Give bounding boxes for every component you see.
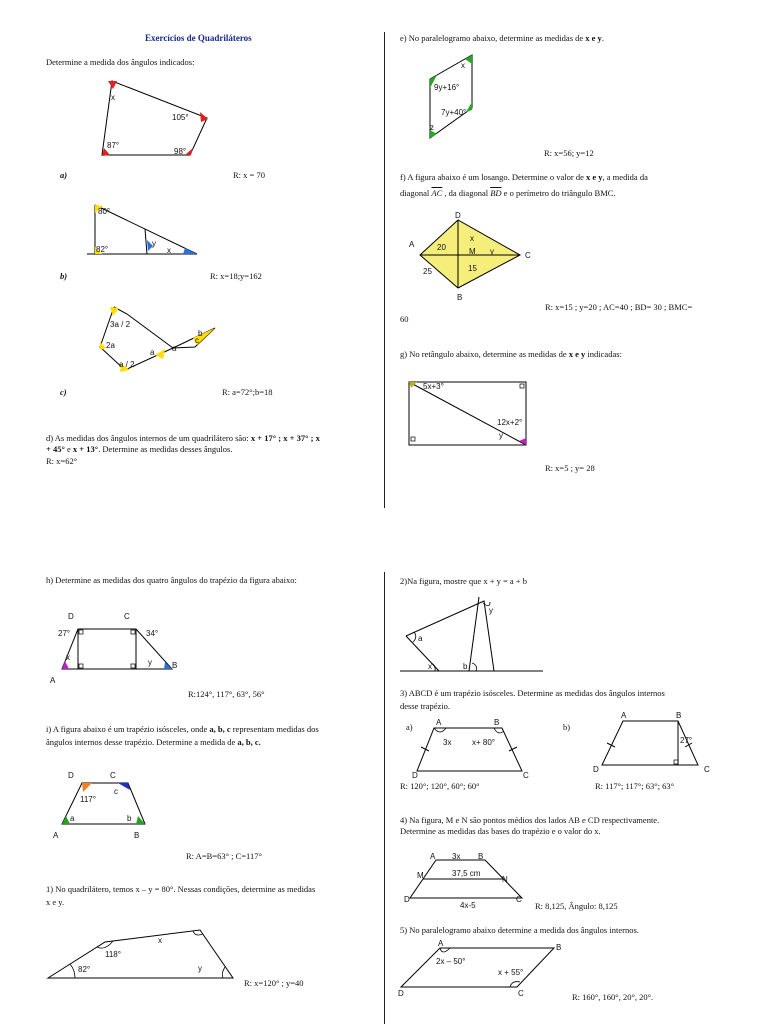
label-a: a) bbox=[60, 170, 68, 180]
fig-5-A: A bbox=[438, 939, 444, 948]
fig-4-M: M bbox=[417, 871, 424, 880]
fig-4-N: N bbox=[502, 875, 508, 884]
question-4-line1: 4) Na figura, M e N são pontos médios dos lados AB e CD respectivamente. bbox=[400, 815, 660, 825]
answer-b: R: x=18;y=162 bbox=[210, 271, 262, 281]
question-i-line2: ângulos internos desse trapézio. Determine a medida de a, b, c. bbox=[46, 737, 261, 747]
fig-3b-27: 27° bbox=[680, 736, 693, 745]
answer-3b: R: 117°; 117°; 63°; 63° bbox=[595, 781, 675, 791]
figure-g-rectangle bbox=[405, 378, 530, 448]
fig-i-D: D bbox=[68, 771, 74, 780]
fig-4-mid: 37,5 cm bbox=[452, 869, 481, 878]
question-d: d) As medidas dos ângulos internos de um quadrilátero são: x + 17° ; x + 37° ; x + 45° e x + 13°. Determine as medidas desses ângulos. bbox=[46, 433, 320, 454]
answer-1: R: x=120° ; y=40 bbox=[244, 978, 304, 988]
fig-i-C: C bbox=[110, 771, 116, 780]
fig-3b-D: D bbox=[593, 765, 599, 774]
fig-4-C: C bbox=[516, 895, 522, 904]
fig-4-A: A bbox=[430, 852, 436, 861]
figure-c-shape bbox=[95, 300, 225, 380]
fig-c-2a: 2a bbox=[106, 341, 115, 350]
fig-5-C: C bbox=[518, 989, 524, 998]
fig-f-M: M bbox=[469, 247, 476, 256]
figure-5-parallelogram bbox=[398, 938, 563, 998]
fig-5-l2: x + 55° bbox=[498, 968, 524, 977]
fig-f-x: x bbox=[470, 234, 474, 243]
figure-h-trapezoid bbox=[50, 605, 185, 685]
fig-c-b: b bbox=[198, 329, 203, 338]
fig-3b-B: B bbox=[676, 711, 682, 720]
fig-f-25: 25 bbox=[423, 267, 432, 276]
figure-4-trapezoid bbox=[402, 850, 530, 910]
answer-h: R:124°, 117°, 63°, 56° bbox=[188, 689, 265, 699]
fig-h-34: 34° bbox=[146, 629, 159, 638]
fig-c-c: c bbox=[195, 336, 199, 345]
fig-h-27: 27° bbox=[58, 629, 71, 638]
question-1-line2: x e y. bbox=[46, 897, 65, 907]
figure-f-rhombus bbox=[405, 208, 540, 303]
column-divider-top bbox=[384, 32, 385, 508]
label-3b: b) bbox=[563, 722, 571, 732]
fig-h-B: B bbox=[172, 661, 178, 670]
figure-3b-trapezoid bbox=[590, 712, 720, 777]
question-h: h) Determine as medidas dos quatro ângulos do trapézio da figura abaixo: bbox=[46, 575, 297, 585]
answer-d: R: x=62° bbox=[46, 456, 78, 466]
fig-5-B: B bbox=[556, 943, 562, 952]
question-f-line1: f) A figura abaixo é um losango. Determine o valor de x e y, a medida da bbox=[400, 172, 648, 182]
fig-a-x: x bbox=[111, 93, 115, 102]
fig-2-y: y bbox=[489, 606, 493, 615]
fig-2-x: x bbox=[428, 662, 432, 671]
question-5: 5) No paralelogramo abaixo determine a medida dos ângulos internos. bbox=[400, 925, 639, 935]
fig-f-20: 20 bbox=[437, 243, 446, 252]
figure-a-quadrilateral bbox=[95, 78, 215, 160]
fig-b-80: 80° bbox=[98, 207, 111, 216]
figure-2 bbox=[398, 593, 548, 673]
fig-3a-3x: 3x bbox=[443, 738, 452, 747]
fig-h-D: D bbox=[68, 612, 74, 621]
fig-g-y: y bbox=[499, 431, 503, 440]
question-2: 2)Na figura, mostre que x + y = a + b bbox=[400, 576, 527, 586]
fig-e-l1: 9y+16° bbox=[434, 83, 460, 92]
answer-i: R: A=B=63° ; C=117° bbox=[186, 851, 262, 861]
answer-g: R: x=5 ; y= 28 bbox=[545, 463, 595, 473]
fig-1-82: 82° bbox=[78, 965, 91, 974]
fig-c-a3: a bbox=[172, 344, 177, 353]
figure-i-trapezoid bbox=[50, 768, 170, 843]
fig-b-x: x bbox=[167, 246, 171, 255]
fig-c-a1: a bbox=[150, 348, 155, 357]
figure-3a-trapezoid bbox=[412, 716, 537, 781]
fig-a-87: 87° bbox=[107, 141, 120, 150]
label-c: c) bbox=[60, 387, 67, 397]
fig-a-98: 98° bbox=[174, 147, 187, 156]
fig-5-l1: 2x – 50° bbox=[436, 957, 466, 966]
fig-2-b: b bbox=[463, 662, 468, 671]
fig-f-15: 15 bbox=[468, 264, 477, 273]
fig-3b-C: C bbox=[704, 765, 710, 774]
question-1-line1: 1) No quadrilátero, temos x – y = 80°. Nessas condições, determine as medidas bbox=[46, 884, 316, 894]
fig-i-b: b bbox=[127, 814, 132, 823]
fig-3a-x80: x+ 80° bbox=[472, 738, 495, 747]
question-f-line2: diagonal $\overline{AC}$ , da diagonal $\overline{BD}$ e o perímetro do triângulo BMC. bbox=[400, 188, 616, 198]
fig-5-D: D bbox=[398, 989, 404, 998]
fig-4-3x: 3x bbox=[452, 852, 461, 861]
question-4-line2: Determine as medidas das bases do trapézio e o valor do x. bbox=[400, 826, 601, 836]
fig-4-bot: 4x-5 bbox=[460, 901, 476, 910]
answer-3a: R: 120°; 120°, 60°; 60° bbox=[400, 781, 480, 791]
fig-1-x: x bbox=[158, 936, 162, 945]
label-b: b) bbox=[60, 271, 68, 281]
fig-b-82: 82° bbox=[96, 245, 109, 254]
fig-h-x: x bbox=[66, 653, 70, 662]
fig-4-B: B bbox=[478, 852, 484, 861]
figure-b-triangle bbox=[85, 200, 205, 258]
question-3-line2: desse trapézio. bbox=[400, 701, 451, 711]
fig-3a-B: B bbox=[494, 718, 500, 727]
fig-c-3a2: 3a / 2 bbox=[110, 320, 131, 329]
answer-a: R: x = 70 bbox=[233, 170, 265, 180]
fig-2-a: a bbox=[418, 634, 423, 643]
fig-g-l1: 5x+3° bbox=[423, 382, 444, 391]
page-title: Exercícios de Quadriláteros bbox=[145, 33, 252, 43]
answer-e: R: x=56; y=12 bbox=[544, 148, 594, 158]
fig-e-l2: 7y+40° bbox=[441, 108, 467, 117]
fig-1-118: 118° bbox=[105, 950, 121, 959]
question-g: g) No retângulo abaixo, determine as medidas de x e y indicadas: bbox=[400, 349, 622, 359]
fig-i-A: A bbox=[53, 831, 59, 840]
label-3a: a) bbox=[406, 722, 413, 732]
fig-h-C: C bbox=[124, 612, 130, 621]
fig-3b-A: A bbox=[621, 711, 627, 720]
fig-f-D: D bbox=[455, 211, 461, 220]
fig-i-c: c bbox=[114, 787, 118, 796]
fig-3a-C: C bbox=[523, 771, 529, 780]
answer-4: R: 8,125, Ângulo: 8,125 bbox=[535, 901, 618, 911]
question-i-line1: i) A figura abaixo é um trapézio isósceles, onde a, b, c representam medidas dos bbox=[46, 724, 319, 734]
fig-3a-A: A bbox=[436, 718, 442, 727]
intro-text: Determine a medida dos ângulos indicados: bbox=[46, 57, 195, 67]
answer-f: R: x=15 ; y=20 ; AC=40 ; BD= 30 ; BMC= bbox=[545, 302, 693, 312]
figure-1-quadrilateral bbox=[45, 925, 240, 985]
fig-f-B: B bbox=[457, 293, 463, 302]
fig-f-y: y bbox=[490, 247, 494, 256]
figure-e-parallelogram bbox=[425, 52, 495, 144]
fig-i-117: 117° bbox=[80, 795, 96, 804]
column-divider-bottom bbox=[384, 572, 385, 1024]
fig-3a-D: D bbox=[412, 771, 418, 780]
fig-c-a2: a / 2 bbox=[119, 360, 135, 369]
fig-f-A: A bbox=[409, 240, 415, 249]
fig-i-a: a bbox=[70, 814, 75, 823]
fig-b-y: y bbox=[152, 239, 156, 248]
fig-i-B: B bbox=[134, 831, 140, 840]
fig-h-A: A bbox=[50, 676, 56, 685]
answer-c: R: a=72°;b=18 bbox=[222, 387, 273, 397]
fig-h-y: y bbox=[148, 658, 152, 667]
fig-1-y: y bbox=[198, 964, 202, 973]
answer-f-cont: 60 bbox=[400, 314, 409, 324]
fig-4-D: D bbox=[404, 895, 410, 904]
fig-g-l2: 12x+2° bbox=[497, 418, 523, 427]
fig-a-105: 105° bbox=[172, 113, 189, 122]
question-e: e) No paralelogramo abaixo, determine as medidas de x e y. bbox=[400, 33, 604, 43]
fig-e-x: x bbox=[461, 61, 465, 70]
fig-f-C: C bbox=[525, 251, 531, 260]
fig-e-z: z bbox=[430, 123, 434, 132]
question-3-line1: 3) ABCD é um trapézio isósceles. Determine as medidas dos ângulos internos bbox=[400, 688, 665, 698]
answer-5: R: 160°, 160°, 20°, 20°. bbox=[572, 992, 654, 1002]
